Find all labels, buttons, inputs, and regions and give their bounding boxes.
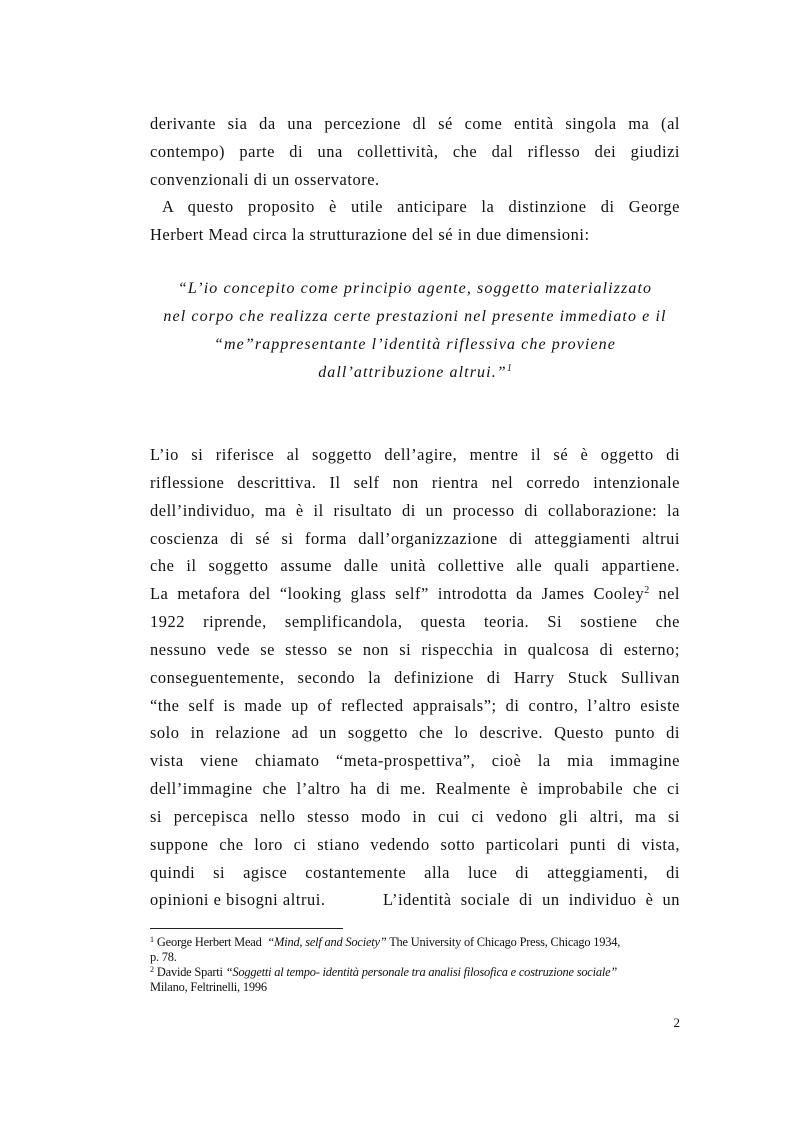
footnote-mark: 1 — [150, 935, 154, 944]
body-line: opinioni e bisogni altrui. — [150, 890, 326, 909]
body-line: che il soggetto assume dalle unità collettive alle quali appartiene. — [150, 556, 680, 575]
footnote-publisher: The University of Chicago Press, Chicago 1934, — [389, 935, 621, 949]
body-line: “the self is made up of reflected appraisals”; di contro, l’altro esiste — [150, 696, 680, 715]
footnote-1 — [150, 935, 680, 950]
footnote-author: George Herbert Mead — [156, 935, 262, 949]
body-text: nel — [649, 584, 680, 603]
block-quote-line: “me”rappresentante l’identità riflessiva che proviene — [214, 336, 616, 353]
body-line: Herbert Mead circa la strutturazione del sé in due dimensioni: — [150, 225, 590, 244]
page-number: 2 — [673, 1015, 680, 1030]
body-line: 1922 riprende, semplificandola, questa teoria. Si sostiene che — [150, 612, 680, 631]
footnote-ref: 2 — [644, 585, 650, 596]
quote-text: dall’attribuzione altrui.” — [318, 364, 507, 381]
footnote-author: Davide Sparti — [156, 965, 223, 979]
block-quote-line: nel corpo che realizza certe prestazioni nel presente immediato e il — [163, 308, 667, 325]
body-line: quindi si agisce costantemente alla luce di atteggiamenti, di — [150, 863, 680, 882]
footnote-title: “Mind, self and Society” — [267, 935, 387, 949]
body-line: derivante sia da una percezione dl sé come entità singola ma (al — [150, 114, 680, 133]
footnote-divider — [150, 928, 343, 929]
body-line: L’identità sociale di un individuo è un — [383, 890, 680, 909]
body-line: L’io si riferisce al soggetto dell’agire, mentre il sé è oggetto di — [150, 445, 680, 464]
body-line: conseguentemente, secondo la definizione di Harry Stuck Sullivan — [150, 668, 680, 687]
body-line: nessuno vede se stesso se non si rispecchia in qualcosa di esterno; — [150, 640, 680, 659]
body-line: coscienza di sé si forma dall’organizzazione di atteggiamenti altrui — [150, 529, 680, 548]
body-line: suppone che loro ci stiano vedendo sotto particolari punti di vista, — [150, 835, 680, 854]
footnote-title: “Soggetti al tempo- identità personale tra analisi filosofica e costruzione sociale” — [225, 965, 618, 979]
block-quote-line — [150, 363, 680, 383]
body-line: solo in relazione ad un soggetto che lo descrive. Questo punto di — [150, 723, 680, 742]
body-line — [150, 584, 680, 604]
footnote-1-continued: p. 78. — [150, 950, 177, 964]
body-line: contempo) parte di una collettività, che dal riflesso dei giudizi — [150, 142, 680, 161]
body-line: dell’individuo, ma è il risultato di un processo di collaborazione: la — [150, 501, 680, 520]
body-line: dell’immagine che l’altro ha di me. Realmente è improbabile che ci — [150, 779, 680, 798]
body-text: La metafora del “looking glass self” introdotta da James Cooley — [150, 584, 645, 603]
body-line: convenzionali di un osservatore. — [150, 170, 380, 189]
footnote-mark: 2 — [150, 965, 154, 974]
footnote-2 — [150, 965, 680, 980]
body-line: vista viene chiamato “meta-prospettiva”, cioè la mia immagine — [150, 751, 680, 770]
footnote-ref: 1 — [506, 363, 512, 374]
body-line: riflessione descrittiva. Il self non rientra nel corredo intenzionale — [150, 473, 680, 492]
footnote-2-continued: Milano, Feltrinelli, 1996 — [150, 980, 267, 994]
block-quote-line: “L’io concepito come principio agente, soggetto materializzato — [177, 280, 653, 297]
body-line: A questo proposito è utile anticipare la distinzione di George — [162, 197, 680, 216]
body-line: si percepisca nello stesso modo in cui ci vedono gli altri, ma si — [150, 807, 680, 826]
